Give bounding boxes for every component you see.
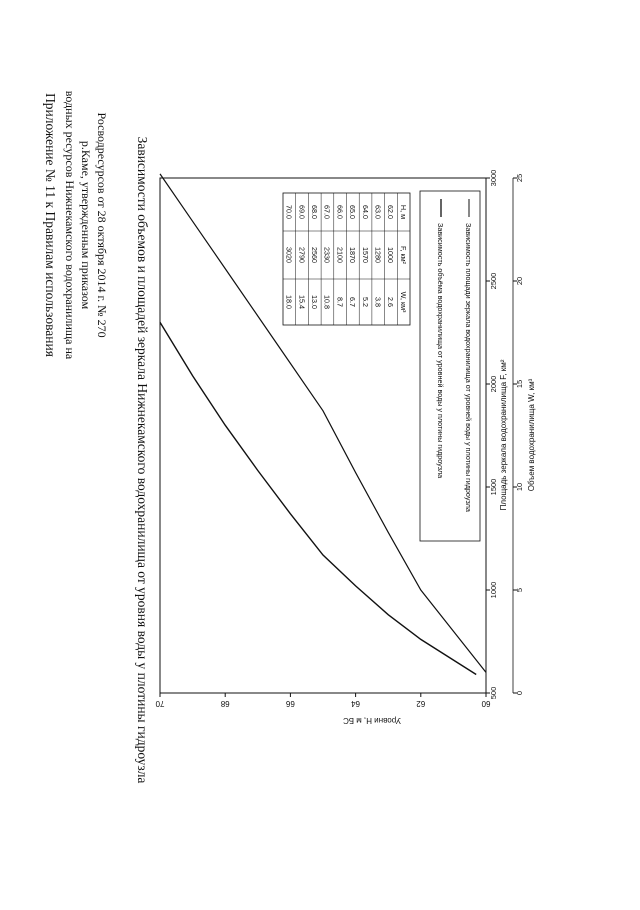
table-cell: 1870 (348, 247, 358, 263)
table-cell: 6.7 (348, 297, 358, 307)
x-area-tick-labels (486, 170, 498, 700)
y-tick-label: 60 (481, 699, 491, 708)
x-area-axis-label: Площадь зеркала водохранилища F, км² (499, 359, 508, 511)
table-cell: 13.0 (309, 295, 319, 309)
table-cell: 66.0 (335, 205, 345, 219)
table-cell: 70.0 (284, 205, 294, 219)
x-volume-tick-label: 0 (515, 690, 524, 696)
x-area-tick-label: 2000 (489, 375, 498, 393)
table-cell: 67.0 (322, 205, 332, 219)
table-cell: 10.8 (322, 295, 332, 309)
x-volume-tick-label: 15 (515, 379, 524, 389)
y-tick-label: 70 (155, 699, 165, 708)
table-cell: 68.0 (309, 205, 319, 219)
table-cell: 8.7 (335, 297, 345, 307)
table-cell: 18.0 (284, 295, 294, 309)
table-cell: 3.8 (373, 297, 383, 307)
data-table (283, 193, 410, 325)
x-area-tick-label: 3000 (489, 169, 498, 187)
y-tick-label: 64 (351, 699, 361, 708)
header-line-2: водных ресурсов Нижнекамского водохранилища на (63, 90, 77, 360)
chart-title: Зависимости объемов и площадей зеркала Нижнекамского водохранилища от уровня воды у плотины гидроузла (135, 136, 150, 784)
x-area-tick-label: 500 (489, 686, 498, 700)
table-cell: 2560 (309, 247, 319, 263)
x-volume-tick-label: 5 (515, 587, 524, 593)
table-cell: 5.2 (360, 297, 370, 307)
table-cell: 2100 (335, 247, 345, 263)
table-cell: 2330 (322, 247, 332, 263)
table-header-cell: F, км² (398, 245, 408, 265)
x-volume-tick-labels (513, 174, 524, 695)
table-header-cell: H, м (398, 204, 408, 220)
y-axis-label: Уровни Н, м БС (343, 716, 401, 725)
x-volume-tick-label: 20 (515, 276, 524, 286)
table-cell: 3020 (284, 247, 294, 263)
table-cell: 2790 (297, 247, 307, 263)
table-cell: 65.0 (348, 205, 358, 219)
table-cell: 1280 (373, 247, 383, 263)
table-cell: 64.0 (360, 205, 370, 219)
header-line-3: р.Каме, утвержденным приказом (79, 140, 93, 310)
y-tick-labels (155, 693, 490, 708)
header-line-1: Приложение № 11 к Правилам использования (43, 93, 58, 357)
x-volume-tick-label: 10 (515, 482, 524, 492)
header-line-4: Росводресурсов от 28 октября 2014 г. № 270 (95, 112, 109, 338)
y-tick-label: 62 (416, 699, 426, 708)
legend-entry-area: Зависимость площади зеркала водохранилища от уровней воды у плотины гидроузла (464, 223, 473, 512)
legend-entry-volume: Зависимость объёма водохранилища от уровней воды у плотины гидроузла (436, 223, 445, 479)
x-area-tick-label: 1000 (489, 581, 498, 599)
y-tick-label: 66 (285, 699, 295, 708)
table-cell: 2.6 (386, 297, 396, 307)
y-tick-label: 68 (220, 699, 230, 708)
x-area-tick-label: 2500 (489, 272, 498, 290)
table-cell: 62.0 (386, 205, 396, 219)
table-header-cell: W, км³ (398, 291, 408, 313)
legend (420, 191, 480, 541)
table-cell: 69.0 (297, 205, 307, 219)
table-cell: 63.0 (373, 205, 383, 219)
table-cell: 1000 (386, 247, 396, 263)
header-block (43, 91, 109, 360)
table-cell: 15.4 (297, 295, 307, 309)
x-area-tick-label: 1500 (489, 478, 498, 496)
x-volume-axis-label: Объем водохранилища W, км³ (527, 378, 536, 492)
x-volume-tick-label: 25 (515, 173, 524, 183)
table-cell: 1570 (360, 247, 370, 263)
